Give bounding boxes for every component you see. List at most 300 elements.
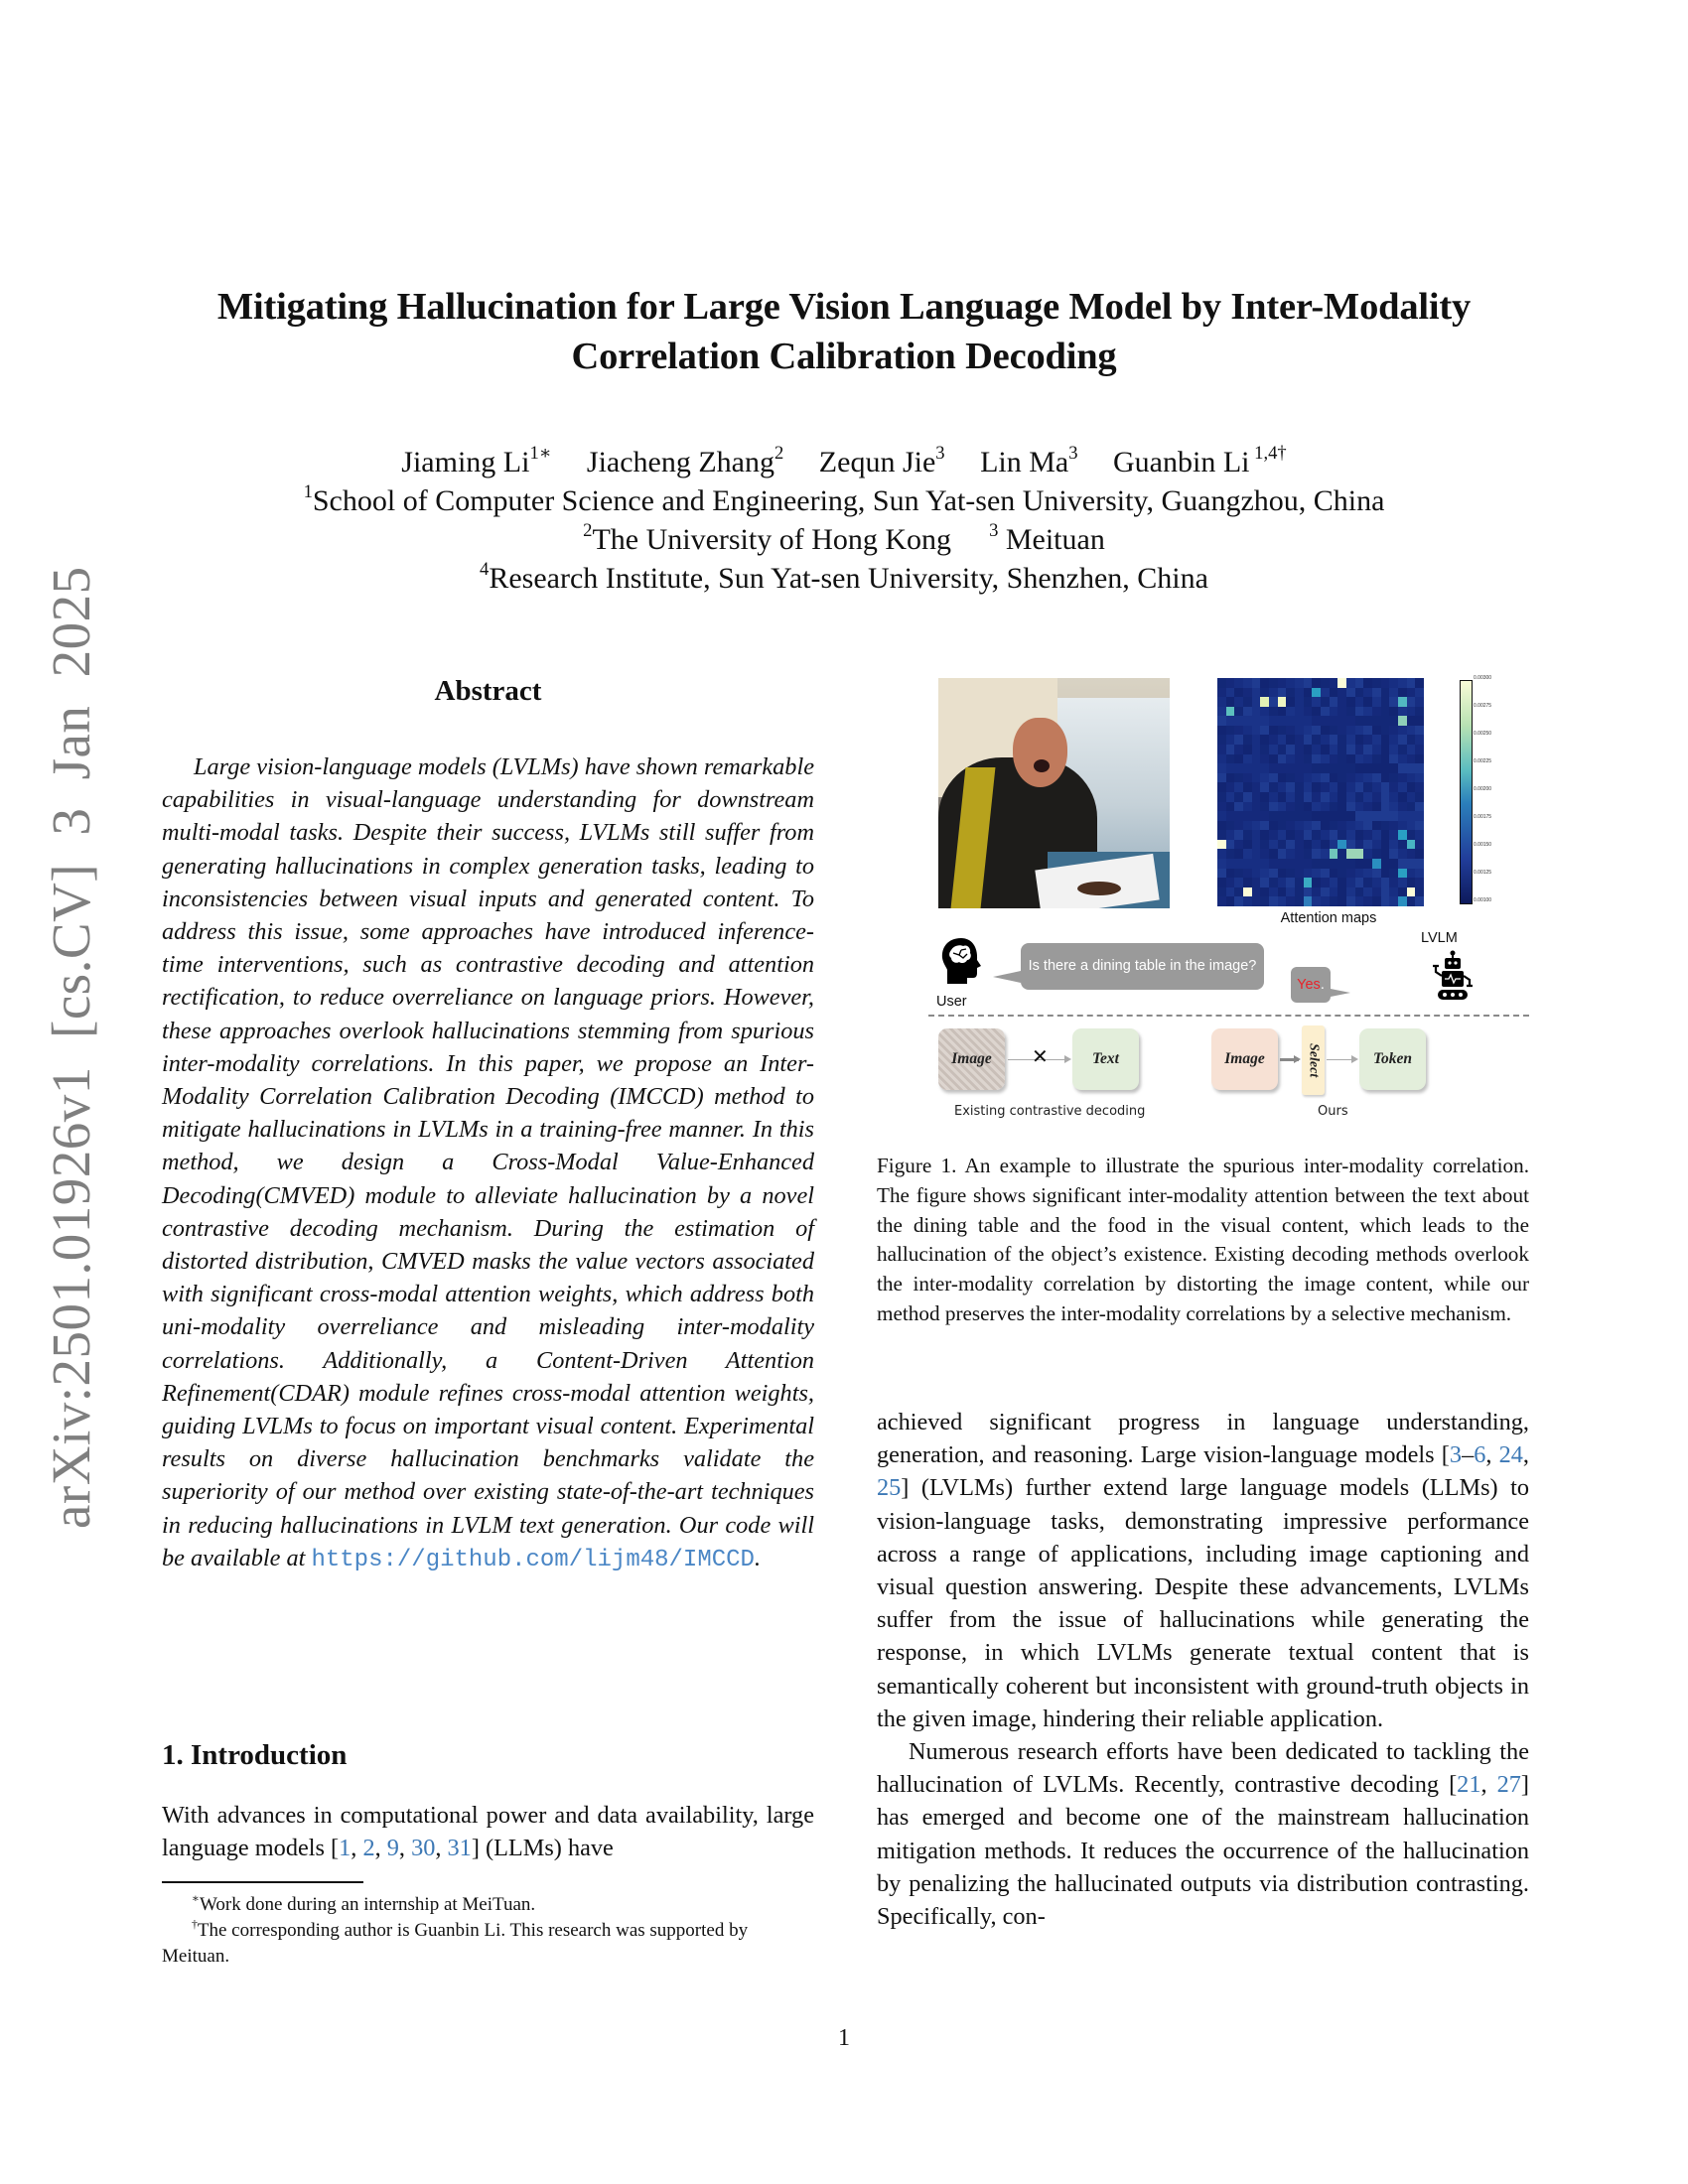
heatmap-cell (1407, 811, 1416, 821)
heatmap-cell (1389, 792, 1398, 802)
heatmap-cell (1363, 707, 1372, 717)
heatmap-cell (1372, 869, 1381, 879)
heatmap-cell (1252, 802, 1261, 812)
heatmap-cell (1381, 811, 1390, 821)
heatmap-cell (1234, 745, 1243, 754)
heatmap-cell (1312, 773, 1321, 783)
heatmap-cell (1363, 878, 1372, 887)
heatmap-cell (1278, 802, 1287, 812)
heatmap-cell (1243, 840, 1252, 850)
colorbar-ticks (1474, 675, 1513, 903)
heatmap-cell (1398, 849, 1407, 859)
heatmap-cell (1286, 849, 1295, 859)
heatmap-cell (1363, 678, 1372, 688)
heatmap-cell (1398, 763, 1407, 773)
heatmap-cell (1278, 745, 1287, 754)
author (1113, 443, 1287, 478)
heatmap-cell (1337, 821, 1346, 831)
heatmap-cell (1346, 878, 1355, 887)
heatmap-cell (1304, 697, 1313, 707)
heatmap-cell (1304, 716, 1313, 726)
heatmap-cell (1321, 792, 1330, 802)
heatmap-cell (1355, 869, 1364, 879)
heatmap-cell (1330, 821, 1338, 831)
citation-link[interactable]: 21 (1457, 1771, 1481, 1799)
heatmap-cell (1312, 887, 1321, 897)
heatmap-cell (1398, 707, 1407, 717)
heatmap-cell (1217, 849, 1226, 859)
heatmap-cell (1398, 821, 1407, 831)
heatmap-cell (1269, 869, 1278, 879)
heatmap-cell (1278, 840, 1287, 850)
heatmap-cell (1269, 887, 1278, 897)
heatmap-cell (1269, 697, 1278, 707)
heatmap-cell (1278, 887, 1287, 897)
heatmap-cell (1398, 811, 1407, 821)
existing-method-label: Existing contrastive decoding (954, 1104, 1146, 1119)
author-name: Guanbin Li (1113, 446, 1250, 478)
footnote-mark: ∗ (192, 1891, 200, 1905)
heatmap-cell (1312, 802, 1321, 812)
heatmap-cell (1304, 782, 1313, 792)
heatmap-cell (1304, 821, 1313, 831)
heatmap-cell (1389, 811, 1398, 821)
heatmap-cell (1260, 707, 1269, 717)
paragraph: achieved significant progress in language understanding, generation, and reasoning. Large vision-language models [3–6, 24, 25] (LVLMs) further extend large language models (LLMs) to vision-language tasks, demonstrating impressive performance across a range of applications, including image captioning and visual question answering. Despite these advancements, LVLMs suffer from the issue of hallucinations while generating the response, in which LVLMs generate textual content that is semantically coherent but inconsistent with ground-truth objects in the given image, hindering their reliable application. (877, 1409, 1529, 1732)
heatmap-cell (1389, 887, 1398, 897)
heatmap-cell (1337, 887, 1346, 897)
heatmap-cell (1226, 878, 1235, 887)
citation-link[interactable]: 2 (362, 1835, 375, 1862)
heatmap-cell (1295, 869, 1304, 879)
heatmap-cell (1243, 802, 1252, 812)
heatmap-cell (1372, 840, 1381, 850)
heatmap-cell (1389, 802, 1398, 812)
heatmap-cell (1269, 896, 1278, 906)
author-name: Zequn Jie (818, 446, 936, 478)
heatmap-cell (1269, 688, 1278, 698)
heatmap-cell (1286, 763, 1295, 773)
answer-bubble (1291, 967, 1331, 1003)
heatmap-cell (1337, 802, 1346, 812)
heatmap-cell (1217, 678, 1226, 688)
heatmap-cell (1312, 821, 1321, 831)
heatmap-cell (1286, 887, 1295, 897)
heatmap-cell (1363, 830, 1372, 840)
heatmap-cell (1407, 782, 1416, 792)
heatmap-cell (1234, 754, 1243, 764)
heatmap-cell (1355, 849, 1364, 859)
heatmap-cell (1278, 869, 1287, 879)
heatmap-cell (1304, 754, 1313, 764)
heatmap-cell (1363, 802, 1372, 812)
heatmap-cell (1234, 840, 1243, 850)
heatmap-cell (1217, 754, 1226, 764)
heatmap-cell (1304, 887, 1313, 897)
heatmap-cell (1269, 849, 1278, 859)
heatmap-cell (1321, 859, 1330, 869)
heatmap-cell (1407, 792, 1416, 802)
heatmap-cell (1278, 811, 1287, 821)
heatmap-cell (1234, 821, 1243, 831)
heatmap-cell (1415, 869, 1424, 879)
colorbar-tick: 0.00175 (1474, 814, 1492, 820)
heatmap-cell (1286, 830, 1295, 840)
heatmap-cell (1389, 697, 1398, 707)
heatmap-cell (1337, 773, 1346, 783)
heatmap-cell (1415, 840, 1424, 850)
heatmap-cell (1278, 849, 1287, 859)
heatmap-cell (1363, 688, 1372, 698)
heatmap-cell (1226, 678, 1235, 688)
heatmap-cell (1234, 707, 1243, 717)
heatmap-cell (1415, 896, 1424, 906)
heatmap-cell (1372, 830, 1381, 840)
heatmap-cell (1389, 763, 1398, 773)
heatmap-cell (1372, 735, 1381, 745)
heatmap-cell (1260, 688, 1269, 698)
author-block (149, 443, 1539, 598)
heatmap-cell (1312, 811, 1321, 821)
heatmap-cell (1260, 811, 1269, 821)
heatmap-cell (1243, 763, 1252, 773)
heatmap-cell (1407, 735, 1416, 745)
heatmap-cell (1363, 849, 1372, 859)
figure-1 (877, 665, 1529, 1132)
heatmap-cell (1269, 716, 1278, 726)
citation-link[interactable]: 31 (447, 1835, 472, 1862)
heatmap-cell (1278, 859, 1287, 869)
heatmap-cell (1269, 811, 1278, 821)
heatmap-cell (1372, 688, 1381, 698)
heatmap-cell (1398, 887, 1407, 897)
heatmap-cell (1260, 859, 1269, 869)
heatmap-cell (1321, 678, 1330, 688)
heatmap-cell (1312, 782, 1321, 792)
author-name: Lin Ma (980, 446, 1069, 478)
heatmap-cell (1381, 735, 1390, 745)
heatmap-cell (1286, 678, 1295, 688)
heatmap-cell (1243, 869, 1252, 879)
heatmap-cell (1355, 678, 1364, 688)
heatmap-cell (1363, 887, 1372, 897)
heatmap-cell (1337, 707, 1346, 717)
affiliation-text: School of Computer Science and Engineering, Sun Yat-sen University, Guangzhou, China (312, 484, 1385, 517)
heatmap-cell (1398, 754, 1407, 764)
heatmap-cell (1234, 726, 1243, 736)
heatmap-cell (1330, 745, 1338, 754)
figure-1-caption: Figure 1. An example to illustrate the spurious inter-modality correlation. The figure shows significant inter-modality attention between the text about the dining table and the food in the visual content, which leads to the hallucination of the object’s existence. Existing decoding methods overlook the inter-modality correlation by distorting the image content, while our method preserves the inter-modality correlations by a selective mechanism. (877, 1154, 1529, 1325)
heatmap-cell (1346, 688, 1355, 698)
heatmap-cell (1234, 697, 1243, 707)
heatmap-cell (1269, 745, 1278, 754)
heatmap-cell (1260, 716, 1269, 726)
heatmap-cell (1407, 773, 1416, 783)
heatmap-cell (1286, 735, 1295, 745)
colorbar-tick: 0.00125 (1474, 870, 1492, 876)
heatmap-cell (1415, 726, 1424, 736)
affiliation-4 (149, 559, 1539, 598)
heatmap-cell (1415, 678, 1424, 688)
heatmap-cell (1295, 792, 1304, 802)
heatmap-cell (1278, 782, 1287, 792)
heatmap-cell (1295, 821, 1304, 831)
heatmap-cell (1372, 697, 1381, 707)
citation-link[interactable]: 24 (1498, 1441, 1523, 1469)
body-text: Numerous research efforts have been dedicated to tackling the hallucination of LVLMs. Recently, contrastive decoding [ (877, 1738, 1529, 1799)
colorbar-tick: 0.00150 (1474, 842, 1492, 848)
heatmap-cell (1234, 773, 1243, 783)
colorbar-tick: 0.00100 (1474, 897, 1492, 903)
heatmap-cell (1355, 821, 1364, 831)
heatmap-cell (1346, 821, 1355, 831)
intro-text: ] (LLMs) have (471, 1835, 614, 1862)
author (401, 443, 552, 478)
heatmap-cell (1330, 773, 1338, 783)
heatmap-cell (1243, 697, 1252, 707)
heatmap-cell (1398, 840, 1407, 850)
author-name: Jiacheng Zhang (586, 446, 774, 478)
affiliation-text: Research Institute, Sun Yat-sen University, Shenzhen, China (489, 562, 1208, 595)
heatmap-cell (1286, 859, 1295, 869)
heatmap-cell (1398, 726, 1407, 736)
heatmap-cell (1217, 688, 1226, 698)
heatmap-cell (1252, 896, 1261, 906)
heatmap-cell (1372, 782, 1381, 792)
heatmap-cell (1355, 840, 1364, 850)
heatmap-cell (1226, 896, 1235, 906)
heatmap-cell (1363, 763, 1372, 773)
code-link[interactable]: https://github.com/lijm48/IMCCD (311, 1546, 755, 1573)
heatmap-cell (1269, 821, 1278, 831)
heatmap-cell (1278, 735, 1287, 745)
heatmap-cell (1337, 896, 1346, 906)
author-sup: 2 (774, 443, 784, 465)
heatmap-cell (1269, 782, 1278, 792)
heatmap-cell (1304, 773, 1313, 783)
heatmap-cell (1234, 896, 1243, 906)
heatmap-cell (1381, 792, 1390, 802)
heatmap-cell (1355, 726, 1364, 736)
heatmap-cell (1226, 802, 1235, 812)
heatmap-cell (1269, 792, 1278, 802)
citation-link[interactable]: 9 (386, 1835, 399, 1862)
heatmap-cell (1389, 688, 1398, 698)
heatmap-cell (1372, 763, 1381, 773)
heatmap-cell (1389, 745, 1398, 754)
heatmap-cell (1389, 773, 1398, 783)
heatmap-cell (1337, 678, 1346, 688)
heatmap-cell (1355, 859, 1364, 869)
heatmap-cell (1381, 688, 1390, 698)
heatmap-cell (1304, 869, 1313, 879)
heatmap-cell (1304, 678, 1313, 688)
heatmap-cell (1398, 878, 1407, 887)
heatmap-cell (1217, 887, 1226, 897)
heatmap-cell (1389, 859, 1398, 869)
heatmap-cell (1381, 754, 1390, 764)
affiliation-sup: 1 (303, 481, 313, 503)
answer-text: Yes (1297, 977, 1321, 993)
heatmap-cell (1337, 849, 1346, 859)
heatmap-cell (1234, 735, 1243, 745)
heatmap-cell (1217, 802, 1226, 812)
arxiv-stamp: arXiv:2501.01926v1 [cs.CV] 3 Jan 2025 (41, 566, 101, 1529)
heatmap-cell (1407, 707, 1416, 717)
heatmap-cell (1372, 773, 1381, 783)
heatmap-cell (1252, 869, 1261, 879)
answer-period: . (1320, 977, 1325, 993)
heatmap-cell (1304, 896, 1313, 906)
heatmap-cell (1330, 830, 1338, 840)
heatmap-cell (1295, 849, 1304, 859)
abstract-text: Large vision-language models (LVLMs) have shown remarkable capabilities in visual-language understanding for downstream multi-modal tasks. Despite their success, LVLMs still suffer from generating hallucinations in complex generation tasks, leading to inconsistencies between visual inputs and generated content. To address this issue, some approaches have introduced inference-time interventions, such as contrastive decoding and attention rectification, to reduce overreliance on language priors. However, these approaches overlook hallucinations stemming from spurious inter-modality correlations. In this paper, we propose an Inter-Modality Correlation Calibration Decoding (IMCCD) method to mitigate hallucinations in LVLMs in a training-free manner. In this method, we design a Cross-Modal Value-Enhanced Decoding(CMVED) module to alleviate hallucination by a novel contrastive decoding mechanism. During the estimation of distorted distribution, CMVED masks the value vectors associated with significant cross-modal attention weights, which address both uni-modality overreliance and misleading inter-modality correlations. Additionally, a Content-Driven Attention Refinement(CDAR) module refines cross-modal attention weights, guiding LVLMs to focus on important visual content. Experimental results on diverse hallucination benchmarks validate the superiority of our method over existing state-of-the-art techniques in reducing hallucinations in LVLM text generation. Our code will be available at (162, 753, 814, 1571)
heatmap-cell (1321, 735, 1330, 745)
footnote-rule (162, 1881, 363, 1883)
heatmap-cell (1415, 782, 1424, 792)
citation-link[interactable]: 1 (339, 1835, 352, 1862)
heatmap-cell (1321, 726, 1330, 736)
heatmap-cell (1234, 849, 1243, 859)
heatmap-cell (1389, 878, 1398, 887)
user-head-brain-icon (939, 936, 983, 986)
citation-link[interactable]: 3 (1449, 1441, 1463, 1469)
heatmap-cell (1381, 678, 1390, 688)
heatmap-cell (1278, 726, 1287, 736)
heatmap-cell (1234, 830, 1243, 840)
heatmap-cell (1381, 840, 1390, 850)
heatmap-cell (1226, 754, 1235, 764)
citation-link[interactable]: 30 (411, 1835, 436, 1862)
heatmap-cell (1398, 745, 1407, 754)
ours-method-label: Ours (1318, 1104, 1348, 1119)
heatmap-cell (1217, 726, 1226, 736)
heatmap-cell (1321, 697, 1330, 707)
heatmap-cell (1363, 782, 1372, 792)
heatmap-cell (1252, 811, 1261, 821)
ours-arrow-2 (1327, 1059, 1356, 1060)
heatmap-cell (1217, 707, 1226, 717)
heatmap-cell (1389, 754, 1398, 764)
heatmap-cell (1330, 849, 1338, 859)
heatmap-cell (1363, 697, 1372, 707)
heatmap-cell (1381, 830, 1390, 840)
heatmap-cell (1415, 849, 1424, 859)
heatmap-cell (1295, 763, 1304, 773)
heatmap-cell (1252, 821, 1261, 831)
lvlm-label: LVLM (1421, 930, 1458, 946)
heatmap-cell (1312, 697, 1321, 707)
heatmap-cell (1278, 754, 1287, 764)
heatmap-cell (1295, 735, 1304, 745)
heatmap-cell (1330, 840, 1338, 850)
heatmap-cell (1286, 773, 1295, 783)
citation-link[interactable]: 27 (1496, 1771, 1521, 1799)
heatmap-cell (1381, 763, 1390, 773)
heatmap-cell (1243, 792, 1252, 802)
heatmap-cell (1346, 840, 1355, 850)
body-text: ] has emerged and become one of the mainstream hallucination mitigation methods. It reduces the occurrence of the hallucination by penalizing the hallucinated outputs via distribution contrasting. Specifically, con- (877, 1771, 1529, 1931)
heatmap-cell (1415, 716, 1424, 726)
heatmap-cell (1260, 821, 1269, 831)
heatmap-cell (1330, 802, 1338, 812)
photo-person-face (1013, 718, 1067, 787)
heatmap-cell (1337, 869, 1346, 879)
heatmap-cell (1389, 726, 1398, 736)
heatmap-cell (1295, 887, 1304, 897)
heatmap-cell (1226, 697, 1235, 707)
heatmap-cell (1363, 745, 1372, 754)
heatmap-cell (1234, 887, 1243, 897)
heatmap-cell (1407, 830, 1416, 840)
citation-link[interactable]: 25 (877, 1474, 902, 1502)
heatmap-cell (1286, 697, 1295, 707)
citation-link[interactable]: 6 (1474, 1441, 1486, 1469)
heatmap-cell (1346, 697, 1355, 707)
heatmap-cell (1234, 716, 1243, 726)
affiliation-sup: 2 (583, 520, 593, 542)
heatmap-cell (1286, 754, 1295, 764)
heatmap-cell (1415, 763, 1424, 773)
heatmap-cell (1330, 887, 1338, 897)
heatmap-cell (1355, 811, 1364, 821)
heatmap-cell (1269, 830, 1278, 840)
heatmap-cell (1252, 840, 1261, 850)
heatmap-cell (1407, 840, 1416, 850)
heatmap-cell (1278, 707, 1287, 717)
heatmap-cell (1321, 745, 1330, 754)
heatmap-cell (1278, 688, 1287, 698)
heatmap-cell (1295, 754, 1304, 764)
heatmap-cell (1381, 716, 1390, 726)
heatmap-cell (1278, 896, 1287, 906)
example-photo (938, 678, 1170, 908)
heatmap-cell (1398, 678, 1407, 688)
heatmap-cell (1252, 707, 1261, 717)
ours-arrow-1 (1280, 1058, 1299, 1061)
heatmap-cell (1295, 878, 1304, 887)
heatmap-cell (1278, 678, 1287, 688)
heatmap-cell (1389, 735, 1398, 745)
heatmap-cell (1415, 887, 1424, 897)
heatmap-cell (1346, 896, 1355, 906)
heatmap-cell (1312, 896, 1321, 906)
heatmap-cell (1312, 735, 1321, 745)
heatmap-cell (1295, 707, 1304, 717)
heatmap-cell (1372, 707, 1381, 717)
heatmap-cell (1381, 878, 1390, 887)
heatmap-cell (1372, 849, 1381, 859)
heatmap-cell (1398, 792, 1407, 802)
heatmap-cell (1321, 849, 1330, 859)
heatmap-cell (1321, 773, 1330, 783)
heatmap-cell (1286, 869, 1295, 879)
heatmap-cell (1355, 707, 1364, 717)
heatmap-cell (1407, 754, 1416, 764)
paper-title (149, 282, 1539, 381)
heatmap-cell (1260, 887, 1269, 897)
colorbar (1460, 680, 1473, 904)
heatmap-cell (1286, 840, 1295, 850)
heatmap-cell (1381, 773, 1390, 783)
heatmap-cell (1330, 678, 1338, 688)
heatmap-cell (1346, 802, 1355, 812)
heatmap-cell (1234, 811, 1243, 821)
heatmap-cell (1372, 792, 1381, 802)
heatmap-cell (1330, 792, 1338, 802)
heatmap-cell (1234, 678, 1243, 688)
heatmap-cell (1398, 782, 1407, 792)
